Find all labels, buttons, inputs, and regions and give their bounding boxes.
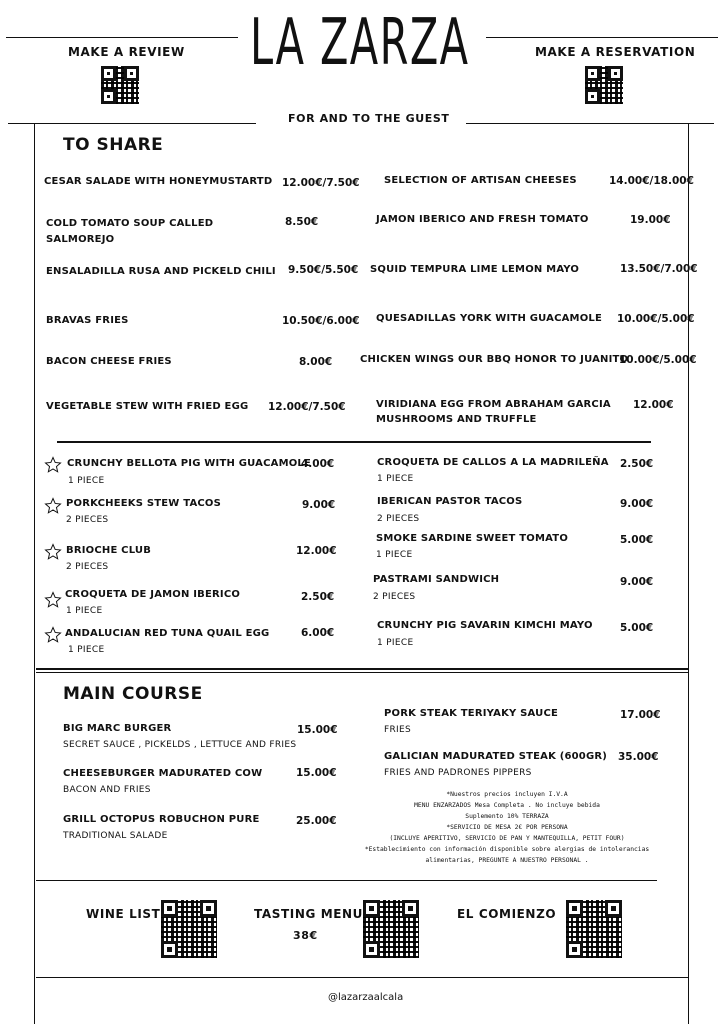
tapa-pieces: 2 PIECES (66, 562, 109, 572)
tapa-pieces: 1 PIECE (68, 476, 105, 486)
main-name: GRILL OCTOPUS ROBUCHON PURE (63, 814, 260, 825)
wine-list-qr-icon[interactable] (161, 900, 217, 958)
tapa-price: 5.00€ (620, 534, 654, 546)
main-course-heading: MAIN COURSE (63, 684, 203, 704)
tapa-price: 9.00€ (620, 576, 654, 588)
make-review-label: MAKE A REVIEW (68, 45, 185, 59)
tapa-pieces: 2 PIECES (377, 514, 420, 524)
dish-name: CHICKEN WINGS OUR BBQ HONOR TO JUANITO (360, 354, 629, 365)
tapa-pieces: 2 PIECES (373, 592, 416, 602)
main-price: 25.00€ (296, 815, 337, 827)
tasting-menu-price: 38€ (293, 929, 318, 942)
tapa-name: PORKCHEEKS STEW TACOS (66, 498, 222, 509)
tapa-price: 9.00€ (302, 499, 336, 511)
restaurant-title: LA ZARZA (250, 6, 470, 80)
note-line: MENU ENZARZADOS Mesa Completa . No incluye bebida (414, 802, 600, 809)
tapa-price: 6.00€ (301, 627, 335, 639)
tapa-name: CROQUETA DE CALLOS A LA MADRILEÑA (377, 457, 609, 468)
dish-name: COLD TOMATO SOUP CALLED (46, 218, 214, 229)
star-icon (44, 626, 62, 644)
tapa-pieces: 2 PIECES (66, 515, 109, 525)
dish-price: 12.00€/7.50€ (268, 401, 346, 413)
note-line: *Establecimiento con información disponible sobre alergias de intolerancias (364, 846, 650, 853)
tapa-pieces: 1 PIECE (377, 638, 414, 648)
note-line: (INCLUYE APERITIVO, SERVICIO DE PAN Y MANTEQUILLA, PETIT FOUR) (389, 835, 625, 842)
dish-name: SQUID TEMPURA LIME LEMON MAYO (370, 264, 580, 275)
dish-name-cont: MUSHROOMS AND TRUFFLE (376, 414, 537, 425)
dish-name: SELECTION OF ARTISAN CHEESES (384, 175, 577, 186)
main-sides: TRADITIONAL SALADE (63, 831, 168, 841)
tapa-name: SMOKE SARDINE SWEET TOMATO (376, 533, 569, 544)
tapa-price: 2.50€ (301, 591, 335, 603)
tapa-price: 5.00€ (620, 622, 654, 634)
dish-name: VEGETABLE STEW WITH FRIED EGG (46, 401, 249, 412)
to-share-heading: TO SHARE (63, 135, 164, 155)
dish-name: BRAVAS FRIES (46, 315, 129, 326)
main-name: CHEESEBURGER MADURATED COW (63, 768, 263, 779)
star-icon (44, 591, 62, 609)
tapa-price: 2.50€ (620, 458, 654, 470)
star-icon (44, 456, 62, 474)
dish-price: 10.00€/5.00€ (619, 354, 697, 366)
tapa-pieces: 1 PIECE (68, 645, 105, 655)
main-price: 17.00€ (620, 709, 661, 721)
divider (36, 668, 688, 670)
main-price: 15.00€ (297, 724, 338, 736)
tapa-pieces: 1 PIECE (66, 606, 103, 616)
tasting-menu-label: TASTING MENU (254, 907, 364, 921)
review-qr-icon[interactable] (101, 66, 139, 104)
el-comienzo-qr-icon[interactable] (566, 900, 622, 958)
dish-price: 12.00€/7.50€ (282, 177, 360, 189)
tapa-name: CRUNCHY BELLOTA PIG WITH GUACAMOLE (67, 458, 312, 469)
note-line: *Nuestros precios incluyen I.V.A (446, 791, 568, 798)
dish-price: 8.50€ (285, 216, 319, 228)
tapa-pieces: 1 PIECE (376, 550, 413, 560)
tapa-price: 9.00€ (620, 498, 654, 510)
tagline: FOR AND TO THE GUEST (288, 112, 450, 125)
tapa-price: 4.00€ (301, 458, 335, 470)
dish-price: 13.50€/7.00€ (620, 263, 698, 275)
social-handle[interactable]: @lazarzaalcala (328, 992, 404, 1003)
tapa-name: PASTRAMI SANDWICH (373, 574, 500, 585)
dish-name-cont: SALMOREJO (46, 234, 115, 245)
dish-name: CESAR SALADE WITH HONEYMUSTARTD (44, 176, 273, 187)
wine-list-label: WINE LIST (86, 907, 161, 921)
tapa-name: IBERICAN PASTOR TACOS (377, 496, 523, 507)
dish-price: 9.50€/5.50€ (288, 264, 359, 276)
note-line: *SERVICIO DE MESA 2€ POR PERSONA (446, 824, 568, 831)
main-name: GALICIAN MADURATED STEAK (600GR) (384, 751, 608, 762)
reservation-qr-icon[interactable] (585, 66, 623, 104)
tasting-menu-qr-icon[interactable] (363, 900, 419, 958)
dish-name: JAMON IBERICO AND FRESH TOMATO (376, 214, 589, 225)
note-line: Suplemento 10% TERRAZA (465, 813, 549, 820)
dish-name: QUESADILLAS YORK WITH GUACAMOLE (376, 313, 603, 324)
el-comienzo-label: EL COMIENZO (457, 907, 557, 921)
tapa-price: 12.00€ (296, 545, 337, 557)
dish-price: 10.00€/5.00€ (617, 313, 695, 325)
main-name: BIG MARC BURGER (63, 723, 172, 734)
dish-name: VIRIDIANA EGG FROM ABRAHAM GARCIA (376, 399, 611, 410)
divider (57, 441, 651, 443)
star-icon (44, 543, 62, 561)
dish-price: 14.00€/18.00€ (609, 175, 694, 187)
fine-print-notes (362, 789, 652, 866)
main-price: 15.00€ (296, 767, 337, 779)
main-sides: FRIES AND PADRONES PIPPERS (384, 768, 532, 778)
tapa-name: CRUNCHY PIG SAVARIN KIMCHI MAYO (377, 620, 593, 631)
tapa-name: ANDALUCIAN RED TUNA QUAIL EGG (65, 628, 270, 639)
main-sides: BACON AND FRIES (63, 785, 151, 795)
dish-price: 8.00€ (299, 356, 333, 368)
main-price: 35.00€ (618, 751, 659, 763)
dish-price: 12.00€ (633, 399, 674, 411)
star-icon (44, 497, 62, 515)
dish-price: 19.00€ (630, 214, 671, 226)
tapa-name: CROQUETA DE JAMON IBERICO (65, 589, 241, 600)
main-name: PORK STEAK TERIYAKY SAUCE (384, 708, 559, 719)
tapa-pieces: 1 PIECE (377, 474, 414, 484)
divider (36, 672, 688, 673)
dish-name: BACON CHEESE FRIES (46, 356, 172, 367)
tapa-name: BRIOCHE CLUB (66, 545, 152, 556)
make-reservation-label: MAKE A RESERVATION (535, 45, 696, 59)
divider (36, 880, 657, 881)
dish-price: 10.50€/6.00€ (282, 315, 360, 327)
main-sides: SECRET SAUCE , PICKELDS , LETTUCE AND FRIES (63, 740, 297, 750)
dish-name: ENSALADILLA RUSA AND PICKELD CHILI (46, 266, 276, 277)
note-line: alimentarias, PREGUNTE A NUESTRO PERSONAL . (425, 857, 589, 864)
main-sides: FRIES (384, 725, 411, 735)
